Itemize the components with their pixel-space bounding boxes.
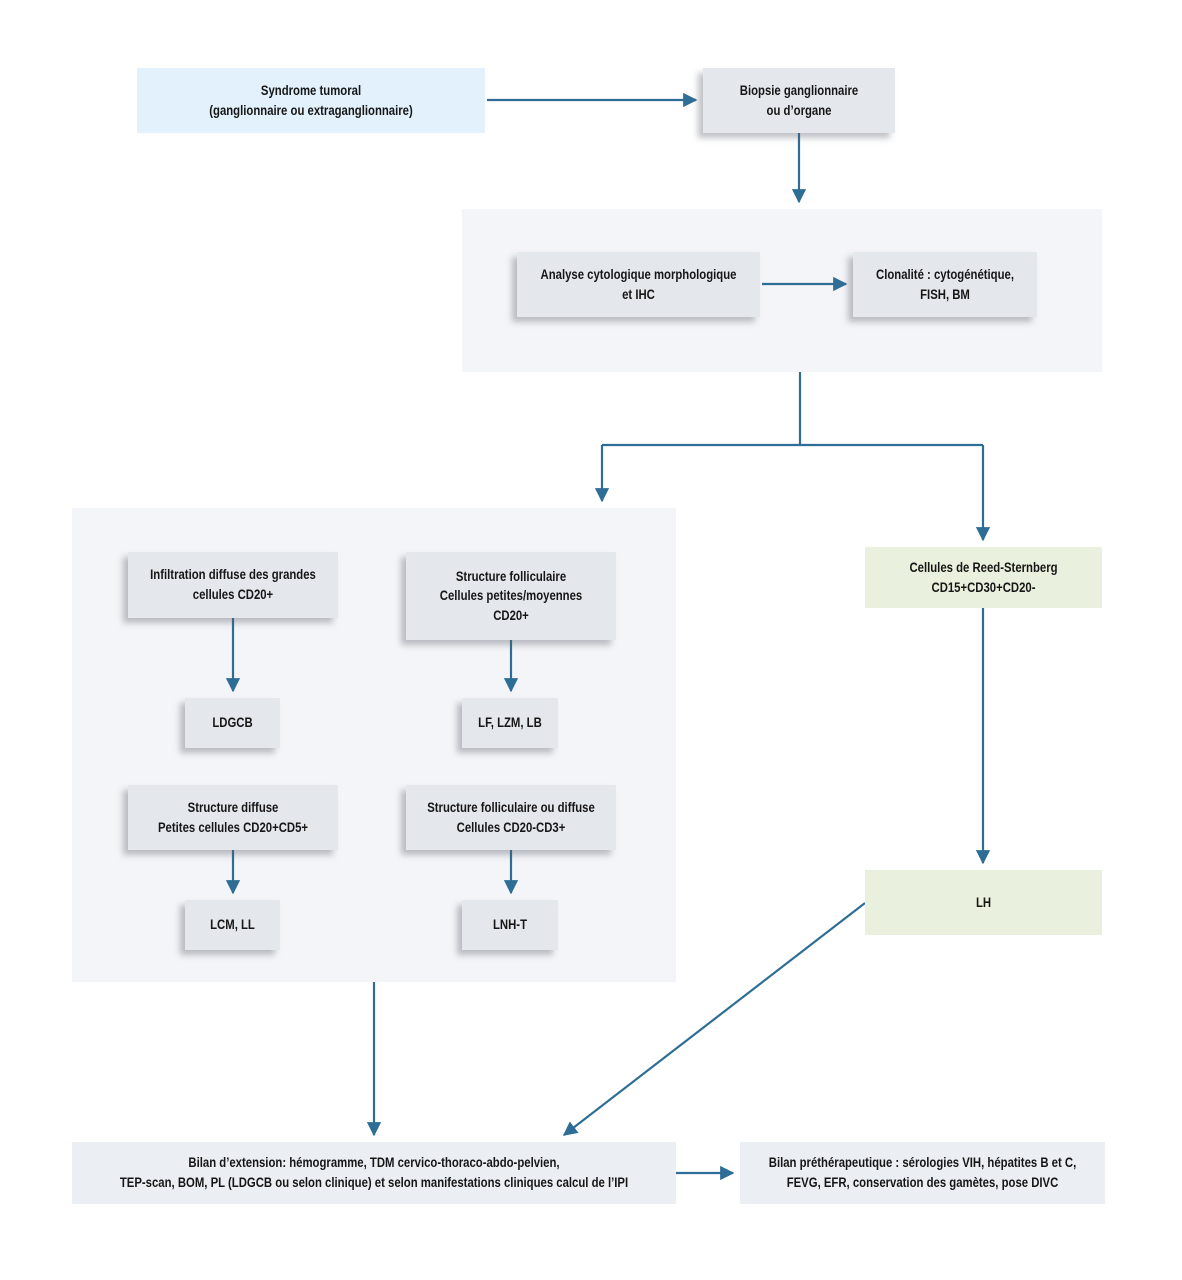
node-text: FEVG, EFR, conservation des gamètes, pose DIVC [786, 1175, 1059, 1190]
node-bilan-pretherapeutique [740, 1142, 1105, 1204]
node-text: LNH-T [492, 917, 528, 933]
node-text: cellules CD20+ [192, 587, 274, 602]
node-structure-diffuse [128, 785, 338, 850]
node-lcm-ll [185, 900, 280, 950]
node-text: Cellules de Reed-Sternberg [909, 559, 1058, 575]
node-reed-sternberg [865, 547, 1102, 608]
node-text: LCM, LL [210, 917, 255, 933]
node-text: Clonalité : cytogénétique, [876, 266, 1014, 282]
node-structure-folliculaire-diffuse [406, 785, 616, 850]
node-text: Structure folliculaire [455, 568, 567, 584]
node-clonalite [853, 252, 1037, 317]
node-ldgcb [185, 698, 280, 748]
node-analyse-cytologique [517, 252, 760, 317]
node-text: FISH, BM [920, 286, 970, 302]
node-text: Infiltration diffuse des grandes [150, 567, 316, 583]
node-biopsie [703, 68, 895, 133]
node-text: et IHC [622, 286, 655, 302]
node-text: LDGCB [212, 715, 253, 731]
node-text: ou d’organe [766, 102, 832, 118]
node-text: LF, LZM, LB [478, 715, 542, 731]
node-structure-folliculaire [406, 552, 616, 640]
node-text: Structure diffuse [187, 799, 279, 815]
node-text: Cellules CD20-CD3+ [456, 819, 566, 835]
node-text: Petites cellules CD20+CD5+ [157, 819, 309, 835]
node-text: Biopsie ganglionnaire [739, 82, 859, 98]
node-text: Cellules petites/moyennes [439, 588, 583, 604]
node-lnh-t [462, 900, 558, 950]
node-text: TEP-scan, BOM, PL (LDGCB ou selon clinique) et selon manifestations cliniques calcul de l’IPI [119, 1175, 629, 1190]
node-text: Bilan d’extension: hémogramme, TDM cervico-thoraco-abdo-pelvien, [188, 1155, 560, 1171]
node-lf-lzm-lb [462, 698, 558, 748]
node-text: CD20+ [493, 607, 529, 623]
node-text: Syndrome tumoral [260, 82, 362, 98]
node-text: Bilan préthérapeutique : sérologies VIH, hépatites B et C, [768, 1155, 1077, 1171]
node-bilan-extension [72, 1142, 676, 1204]
node-text: (ganglionnaire ou extraganglionnaire) [209, 102, 413, 118]
node-text: LH [975, 894, 992, 910]
node-lh [865, 870, 1102, 935]
split-connector [602, 372, 983, 445]
node-text: Structure folliculaire ou diffuse [427, 799, 595, 815]
node-syndrome-tumoral [137, 68, 485, 133]
node-text: CD15+CD30+CD20- [931, 579, 1036, 595]
node-infiltration-diffuse [128, 552, 338, 618]
node-text: Analyse cytologique morphologique [540, 266, 737, 282]
